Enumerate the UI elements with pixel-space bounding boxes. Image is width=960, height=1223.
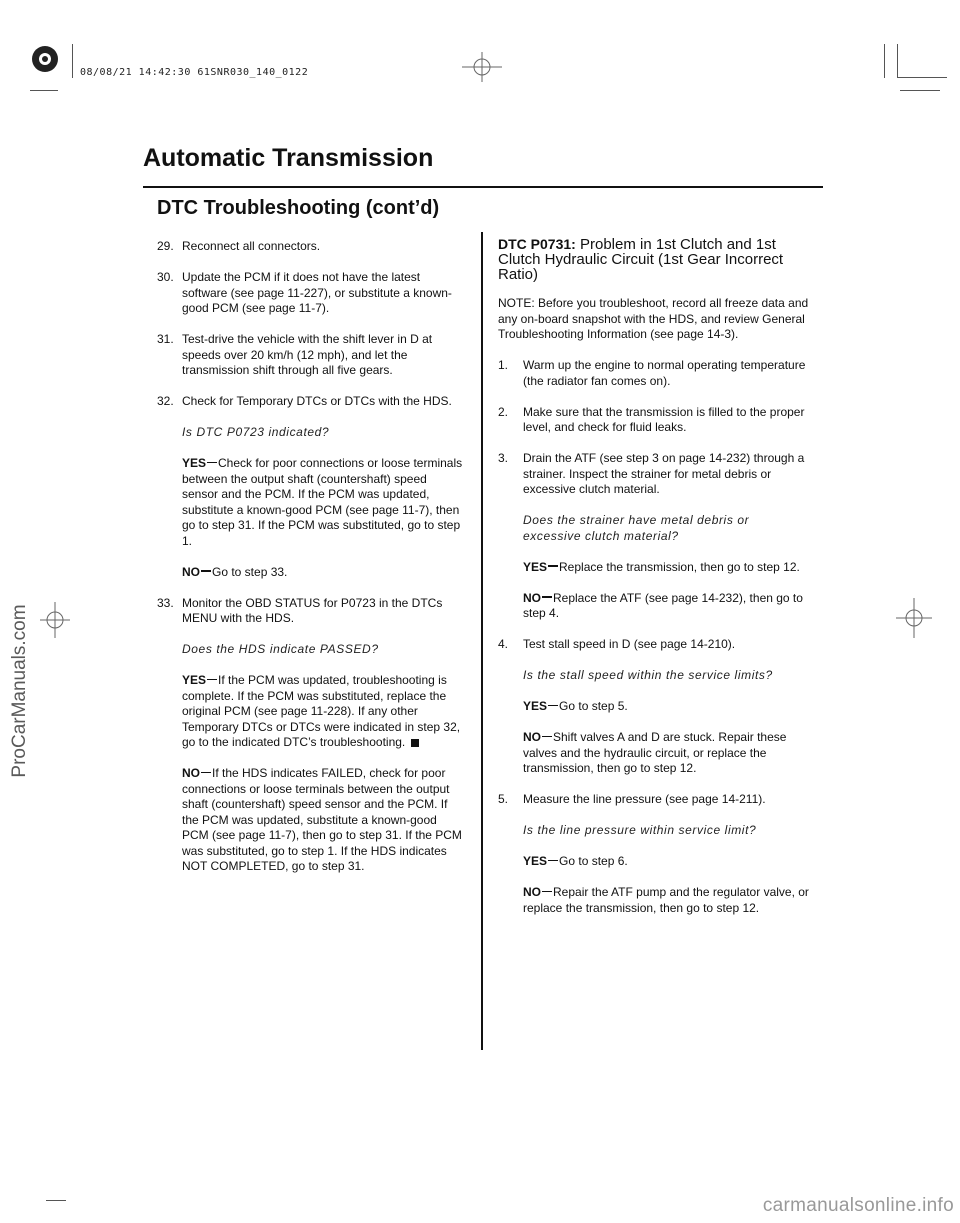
step-number: 1. bbox=[498, 358, 509, 372]
answer-dash bbox=[542, 596, 552, 597]
dtc-description: Problem in 1st Clutch and 1st Clutch Hydraulic Circuit (1st Gear Incorrect Ratio) bbox=[498, 236, 784, 283]
answer-no-step-32 bbox=[182, 565, 465, 581]
answer-yes-step-5 bbox=[523, 854, 810, 870]
step-number: 29. bbox=[157, 239, 174, 253]
no-label: NO bbox=[182, 766, 200, 780]
answer-text: Go to step 5. bbox=[559, 699, 628, 713]
crosshair-icon bbox=[40, 602, 70, 638]
answer-text: Repair the ATF pump and the regulator valve, or replace the transmission, then go to step 12. bbox=[523, 885, 809, 915]
dtc-heading bbox=[498, 237, 810, 282]
side-watermark: ProCarManuals.com bbox=[9, 604, 30, 778]
yes-label: YES bbox=[523, 854, 548, 868]
step-number: 5. bbox=[498, 792, 509, 806]
step-number: 30. bbox=[157, 270, 174, 284]
step-32 bbox=[157, 394, 465, 410]
step-text: Monitor the OBD STATUS for P0723 in the DTCs MENU with the HDS. bbox=[182, 595, 443, 625]
step-number: 33. bbox=[157, 595, 174, 610]
step-33 bbox=[157, 596, 465, 627]
answer-text: Replace the transmission, then go to step 12. bbox=[559, 559, 800, 574]
answer-dash bbox=[207, 462, 217, 463]
dtc-code: DTC P0731: bbox=[498, 236, 576, 252]
answer-text: If the HDS indicates FAILED, check for poor connections or loose terminals between the output shaft (countershaft) speed sensor and the PCM. If the PCM was updated, substitute a known-good PCM (see page 11-7), then go to step 31. If the PCM was substituted, go to step 1. If the HDS indicates NOT COMPLETED, go to step 31. bbox=[182, 766, 462, 873]
yes-label: YES bbox=[182, 456, 207, 470]
step-text: Make sure that the transmission is filled to the proper level, and check for fluid leaks. bbox=[523, 404, 805, 434]
step-3 bbox=[498, 451, 810, 498]
answer-no-step-5 bbox=[523, 885, 810, 916]
step-text: Warm up the engine to normal operating temperature (the radiator fan comes on). bbox=[523, 358, 806, 388]
no-label: NO bbox=[523, 730, 541, 744]
note: NOTE: Before you troubleshoot, record all freeze data and any on-board snapshot with the HDS, and review General Troubleshooting Information (see page 14-3). bbox=[498, 296, 809, 341]
answer-text: Go to step 6. bbox=[559, 854, 628, 868]
step-4 bbox=[498, 637, 810, 653]
answer-text: Check for poor connections or loose terminals between the output shaft (countershaft) speed sensor and the PCM. If the PCM was updated, substitute a known-good PCM (see page 11-7), then go to step 31. If the PCM was substituted, go to step 1. bbox=[182, 456, 463, 548]
answer-dash bbox=[542, 736, 552, 737]
step-text: Measure the line pressure (see page 14-211). bbox=[523, 792, 766, 806]
answer-dash bbox=[548, 565, 558, 566]
step-31 bbox=[157, 332, 465, 379]
left-column bbox=[157, 239, 465, 890]
answer-text: Shift valves A and D are stuck. Repair these valves and the hydraulic circuit, or replace the transmission, then go to step 12. bbox=[523, 730, 787, 775]
answer-dash bbox=[542, 891, 552, 892]
step-1 bbox=[498, 358, 810, 389]
answer-no-step-3 bbox=[523, 591, 810, 622]
answer-text: If the PCM was updated, troubleshooting is complete. If the PCM was substituted, replace the original PCM (see page 11-228). If any other Temporary DTCs or DTCs were indicated in step 32, go to the indicated DTC’s troubleshooting. bbox=[182, 673, 461, 749]
question-step-3: Does the strainer have metal debris or excessive clutch material? bbox=[523, 513, 750, 543]
step-text: Drain the ATF (see step 3 on page 14-232) through a strainer. Inspect the strainer for metal debris or excessive clutch material. bbox=[523, 451, 805, 496]
no-label: NO bbox=[182, 564, 200, 579]
yes-label: YES bbox=[523, 699, 548, 713]
column-divider bbox=[481, 232, 483, 1050]
answer-yes-step-32 bbox=[182, 456, 465, 549]
title-rule bbox=[143, 186, 823, 188]
registration-target-icon bbox=[30, 44, 62, 76]
answer-no-step-33 bbox=[182, 766, 465, 875]
answer-dash bbox=[207, 679, 217, 680]
right-column bbox=[498, 237, 810, 932]
step-text: Check for Temporary DTCs or DTCs with the HDS. bbox=[182, 394, 452, 408]
end-of-procedure-icon bbox=[411, 739, 419, 747]
step-number: 3. bbox=[498, 451, 509, 465]
no-label: NO bbox=[523, 885, 541, 899]
yes-label: YES bbox=[523, 559, 548, 574]
step-2 bbox=[498, 405, 810, 436]
step-30 bbox=[157, 270, 465, 317]
crosshair-icon bbox=[896, 598, 932, 638]
answer-dash bbox=[548, 860, 558, 861]
question-step-33: Does the HDS indicate PASSED? bbox=[182, 642, 379, 656]
footer-watermark: carmanualsonline.info bbox=[762, 1195, 954, 1216]
answer-yes-step-3 bbox=[523, 560, 810, 576]
step-text: Test-drive the vehicle with the shift lever in D at speeds over 20 km/h (12 mph), and let the transmission shift through all five gears. bbox=[182, 332, 433, 377]
step-29 bbox=[157, 239, 465, 255]
answer-dash bbox=[201, 772, 211, 773]
step-text: Update the PCM if it does not have the latest software (see page 11-227), or substitute a known-good PCM (see page 11-7). bbox=[182, 270, 452, 315]
answer-text: Replace the ATF (see page 14-232), then go to step 4. bbox=[523, 590, 803, 620]
step-number: 4. bbox=[498, 637, 509, 651]
print-timestamp: 08/08/21 14:42:30 61SNR030_140_0122 bbox=[80, 67, 309, 78]
answer-no-step-4 bbox=[523, 730, 810, 777]
step-text: Test stall speed in D (see page 14-210). bbox=[523, 637, 736, 651]
step-number: 2. bbox=[498, 404, 509, 419]
question-step-5: Is the line pressure within service limit? bbox=[523, 823, 757, 837]
page-title: Automatic Transmission bbox=[143, 144, 434, 172]
step-number: 32. bbox=[157, 394, 174, 408]
section-title: DTC Troubleshooting (cont’d) bbox=[157, 197, 440, 219]
answer-text: Go to step 33. bbox=[212, 564, 288, 579]
step-text: Reconnect all connectors. bbox=[182, 239, 321, 253]
question-step-32: Is DTC P0723 indicated? bbox=[182, 425, 330, 439]
step-number: 31. bbox=[157, 332, 174, 346]
crosshair-icon bbox=[462, 52, 502, 82]
answer-dash bbox=[201, 570, 211, 571]
no-label: NO bbox=[523, 590, 541, 605]
step-5 bbox=[498, 792, 810, 808]
answer-yes-step-4 bbox=[523, 699, 810, 715]
answer-yes-step-33 bbox=[182, 673, 465, 751]
question-step-4: Is the stall speed within the service limits? bbox=[523, 668, 773, 682]
yes-label: YES bbox=[182, 673, 207, 687]
answer-dash bbox=[548, 705, 558, 706]
